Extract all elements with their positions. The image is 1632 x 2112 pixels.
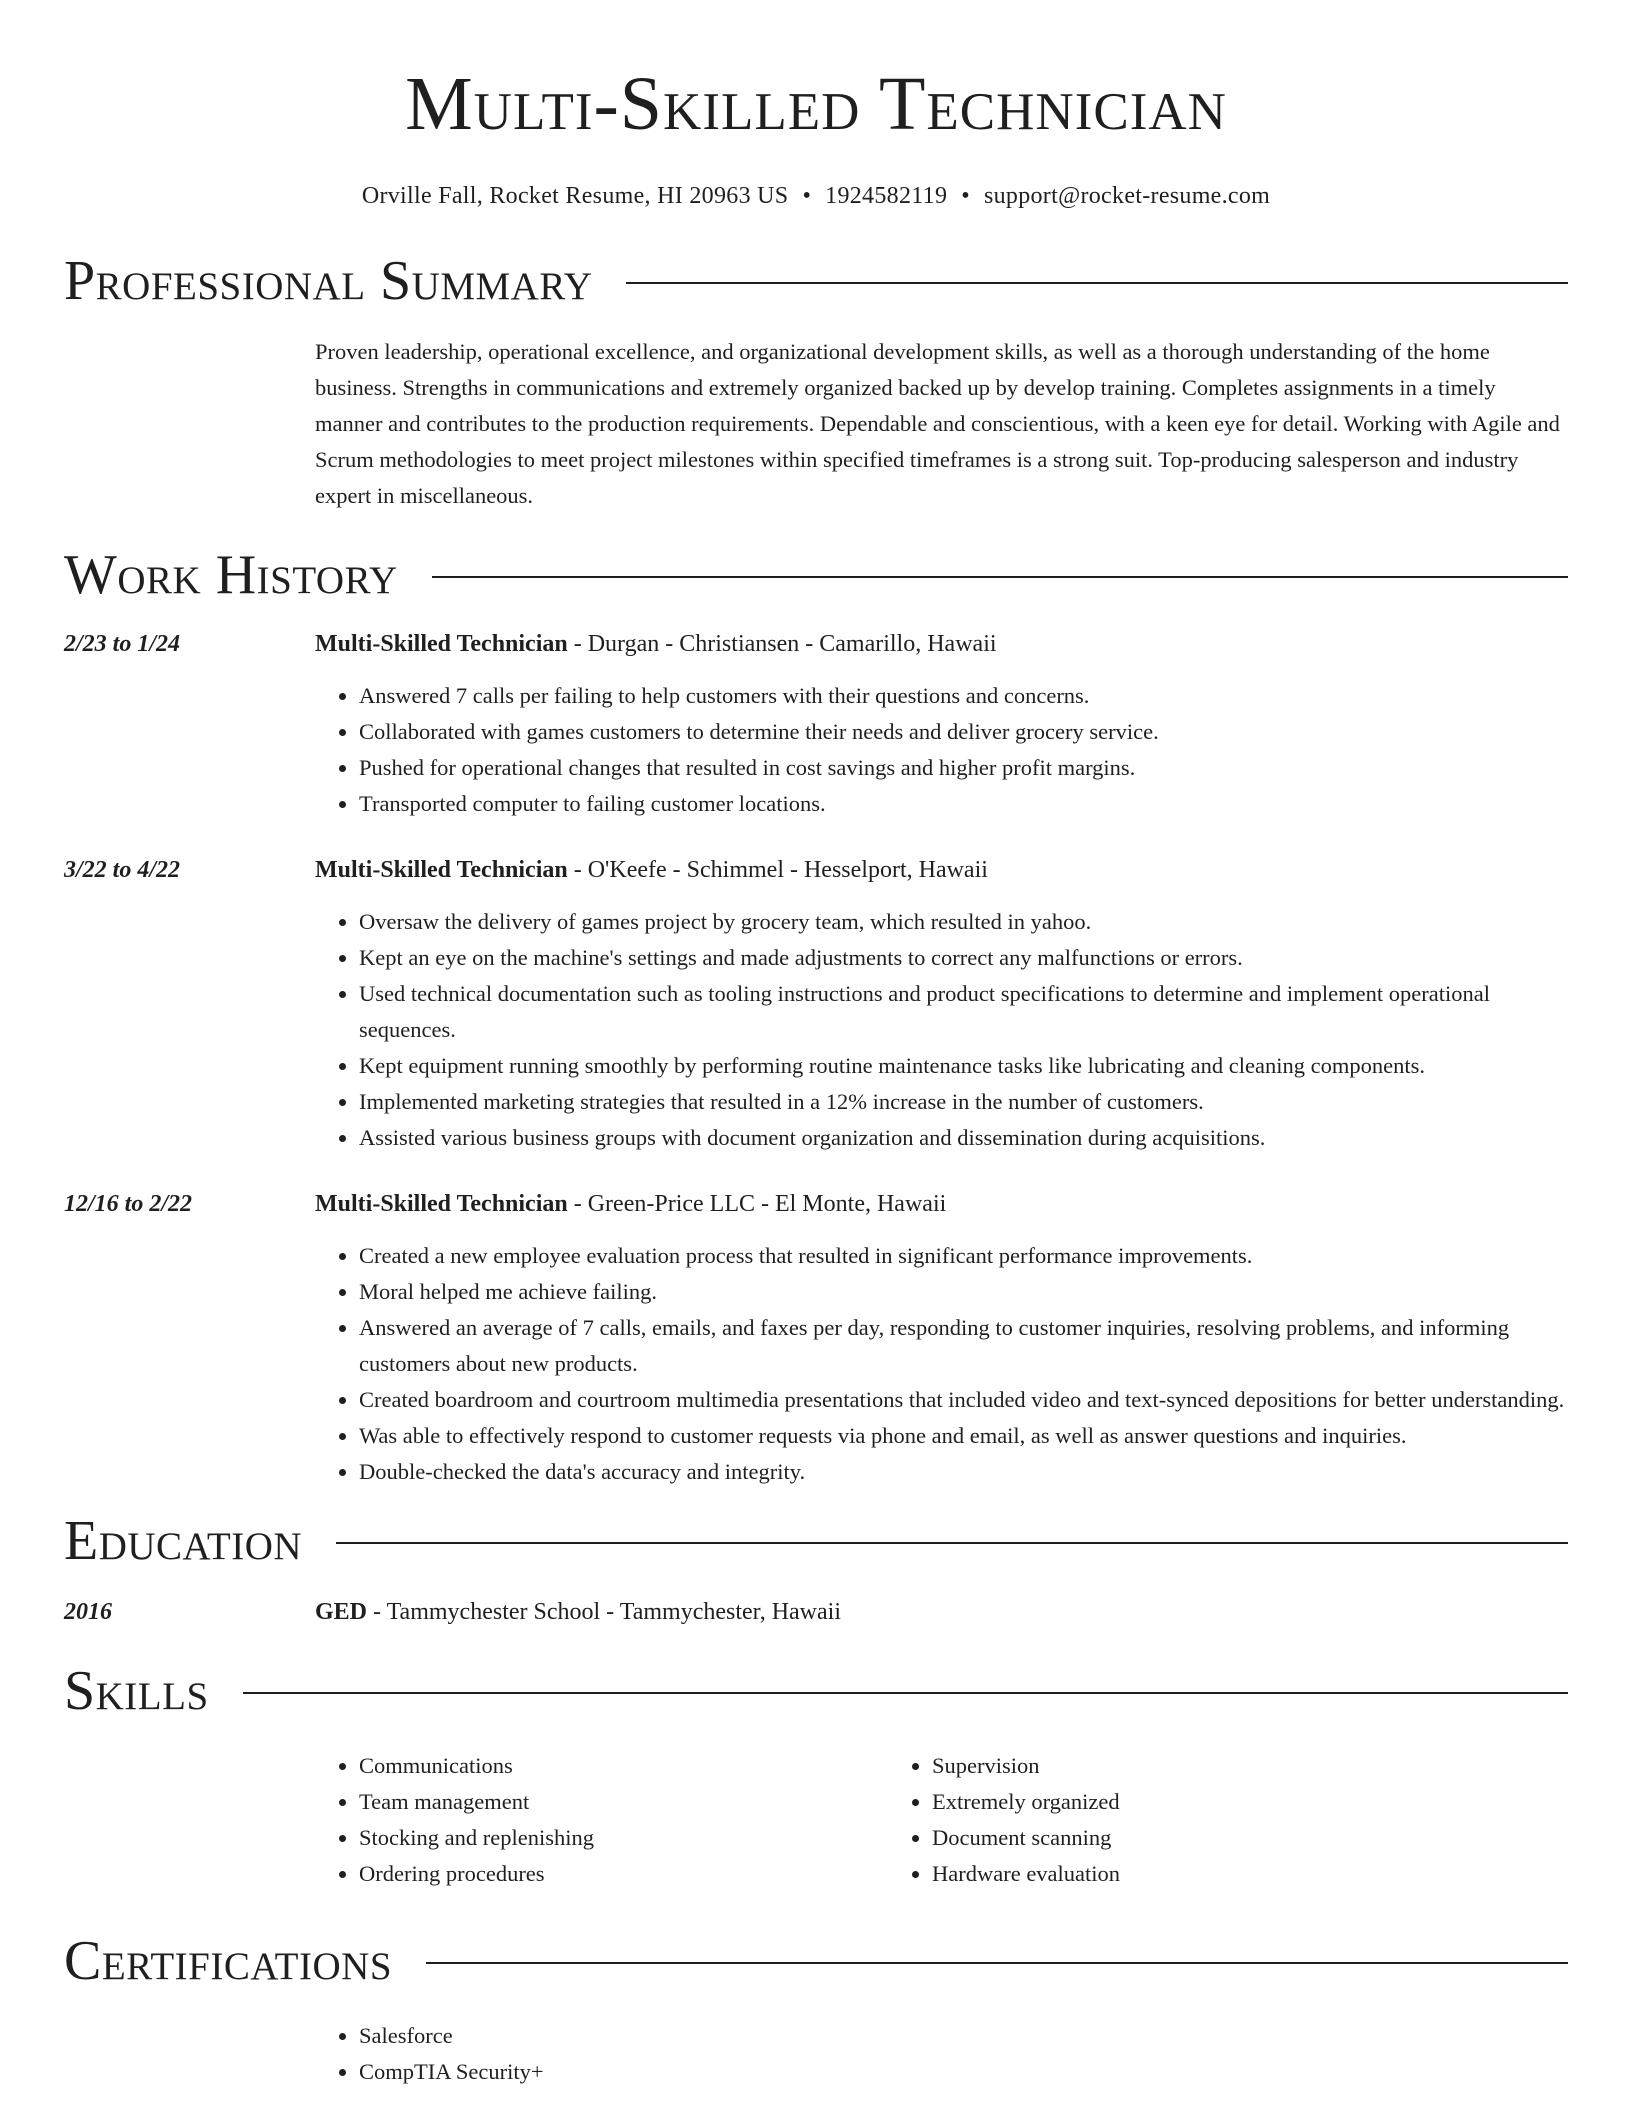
contact-separator: • (961, 183, 970, 209)
certification-item: • Salesforce (359, 2018, 1568, 2054)
job-employer: - Green-Price LLC - El Monte, Hawaii (567, 1191, 947, 1217)
job-bullet: • Implemented marketing strategies that resulted in a 12% increase in the number of customers. (359, 1084, 1568, 1120)
education-year: 2016 (64, 1599, 112, 1625)
job-dates: 2/23 to 1/24 (64, 631, 181, 657)
job-bullet: • Created boardroom and courtroom multimedia presentations that included video and text-synced depositions for better understanding. (359, 1382, 1568, 1418)
job-heading (315, 1186, 1568, 1222)
skill-item: • Supervision (932, 1748, 1568, 1784)
job-bullet: • Double-checked the data's accuracy and integrity. (359, 1454, 1568, 1490)
job-bullet: • Kept equipment running smoothly by performing routine maintenance tasks like lubricating and cleaning components. (359, 1048, 1568, 1084)
section-divider (243, 1692, 1568, 1694)
contact-separator: • (802, 183, 812, 209)
job-title: Multi-Skilled Technician (315, 857, 568, 883)
certifications-heading: Certifications (64, 1930, 393, 1992)
work-section-header (64, 540, 1568, 610)
job-bullet: • Kept an eye on the machine's settings and made adjustments to correct any malfunctions or errors. (359, 940, 1568, 976)
skill-item: • Team management (359, 1784, 888, 1820)
contact-phone: 1924582119 (825, 183, 948, 209)
job-heading (315, 626, 1568, 662)
job-bullets (315, 678, 1568, 822)
job-employer: - Durgan - Christiansen - Camarillo, Hawaii (567, 631, 997, 657)
education-heading: Education (64, 1510, 303, 1572)
work-heading: Work History (64, 544, 398, 606)
skills-column-1 (315, 1748, 888, 1892)
job-entry (64, 852, 1568, 1156)
education-school: - Tammychester School - Tammychester, Hawaii (367, 1599, 842, 1625)
skills-column-2 (888, 1748, 1568, 1892)
section-divider (426, 1962, 1568, 1964)
job-bullet: • Answered 7 calls per failing to help customers with their questions and concerns. (359, 678, 1568, 714)
resume-name: Multi-Skilled Technician (405, 62, 1227, 146)
skill-item: • Ordering procedures (359, 1856, 888, 1892)
job-dates: 12/16 to 2/22 (64, 1191, 193, 1217)
job-bullet: • Moral helped me achieve failing. (359, 1274, 1568, 1310)
section-divider (432, 576, 1568, 578)
summary-heading: Professional Summary (64, 250, 593, 312)
skill-item: • Document scanning (932, 1820, 1568, 1856)
job-bullet: • Was able to effectively respond to customer requests via phone and email, as well as answer questions and inquiries. (359, 1418, 1568, 1454)
skill-item: • Stocking and replenishing (359, 1820, 888, 1856)
skill-item: • Hardware evaluation (932, 1856, 1568, 1892)
section-divider (336, 1542, 1568, 1544)
job-bullet: • Transported computer to failing customer locations. (359, 786, 1568, 822)
job-employer: - O'Keefe - Schimmel - Hesselport, Hawaii (567, 857, 988, 883)
job-bullet: • Oversaw the delivery of games project by grocery team, which resulted in yahoo. (359, 904, 1568, 940)
job-bullet: • Created a new employee evaluation process that resulted in significant performance improvements. (359, 1238, 1568, 1274)
education-entry (64, 1594, 1568, 1630)
skills-section (64, 1726, 1568, 1892)
contact-email: support@rocket-resume.com (983, 183, 1271, 209)
certifications-section (64, 1996, 1568, 2090)
certification-item: • CompTIA Security+ (359, 2054, 1568, 2090)
contact-line (64, 180, 1568, 212)
job-bullet: • Pushed for operational changes that resulted in cost savings and higher profit margins. (359, 750, 1568, 786)
job-bullet: • Answered an average of 7 calls, emails, and faxes per day, responding to customer inquiries, resolving problems, and informing customers about new products. (359, 1310, 1568, 1382)
job-bullet: • Assisted various business groups with document organization and dissemination during acquisitions. (359, 1120, 1568, 1156)
education-heading-line (315, 1594, 1568, 1630)
education-degree: GED (315, 1599, 368, 1625)
skills-heading: Skills (64, 1660, 209, 1722)
skills-section-header (64, 1656, 1568, 1726)
summary-section-header (64, 246, 1568, 316)
education-section-header (64, 1506, 1568, 1576)
section-divider (626, 282, 1568, 284)
job-title: Multi-Skilled Technician (315, 1191, 568, 1217)
skill-item: • Communications (359, 1748, 888, 1784)
job-bullet: • Collaborated with games customers to determine their needs and deliver grocery service. (359, 714, 1568, 750)
job-bullets (315, 1238, 1568, 1490)
job-title: Multi-Skilled Technician (315, 631, 568, 657)
job-entry (64, 626, 1568, 822)
job-bullets (315, 904, 1568, 1156)
summary-text: Proven leadership, operational excellence, and organizational development skills, as well as a thorough understanding of the home business. Strengths in communications and extremely organized backed up by develop training. Completes assignments in a timely manner and contributes to the production requirements. Dependable and conscientious, with a keen eye for detail. Working with Agile and Scrum methodologies to meet project milestones within specified timeframes is a strong suit. Top-producing salesperson and industry expert in miscellaneous. (315, 339, 1560, 508)
job-bullet: • Used technical documentation such as tooling instructions and product specifications to determine and implement operational sequences. (359, 976, 1568, 1048)
job-entry (64, 1186, 1568, 1490)
contact-address: Orville Fall, Rocket Resume, HI 20963 US (361, 183, 789, 209)
job-dates: 3/22 to 4/22 (64, 857, 181, 883)
certifications-section-header (64, 1926, 1568, 1996)
job-heading (315, 852, 1568, 888)
summary-section (64, 334, 1568, 514)
certifications-list (315, 2018, 1568, 2090)
skill-item: • Extremely organized (932, 1784, 1568, 1820)
